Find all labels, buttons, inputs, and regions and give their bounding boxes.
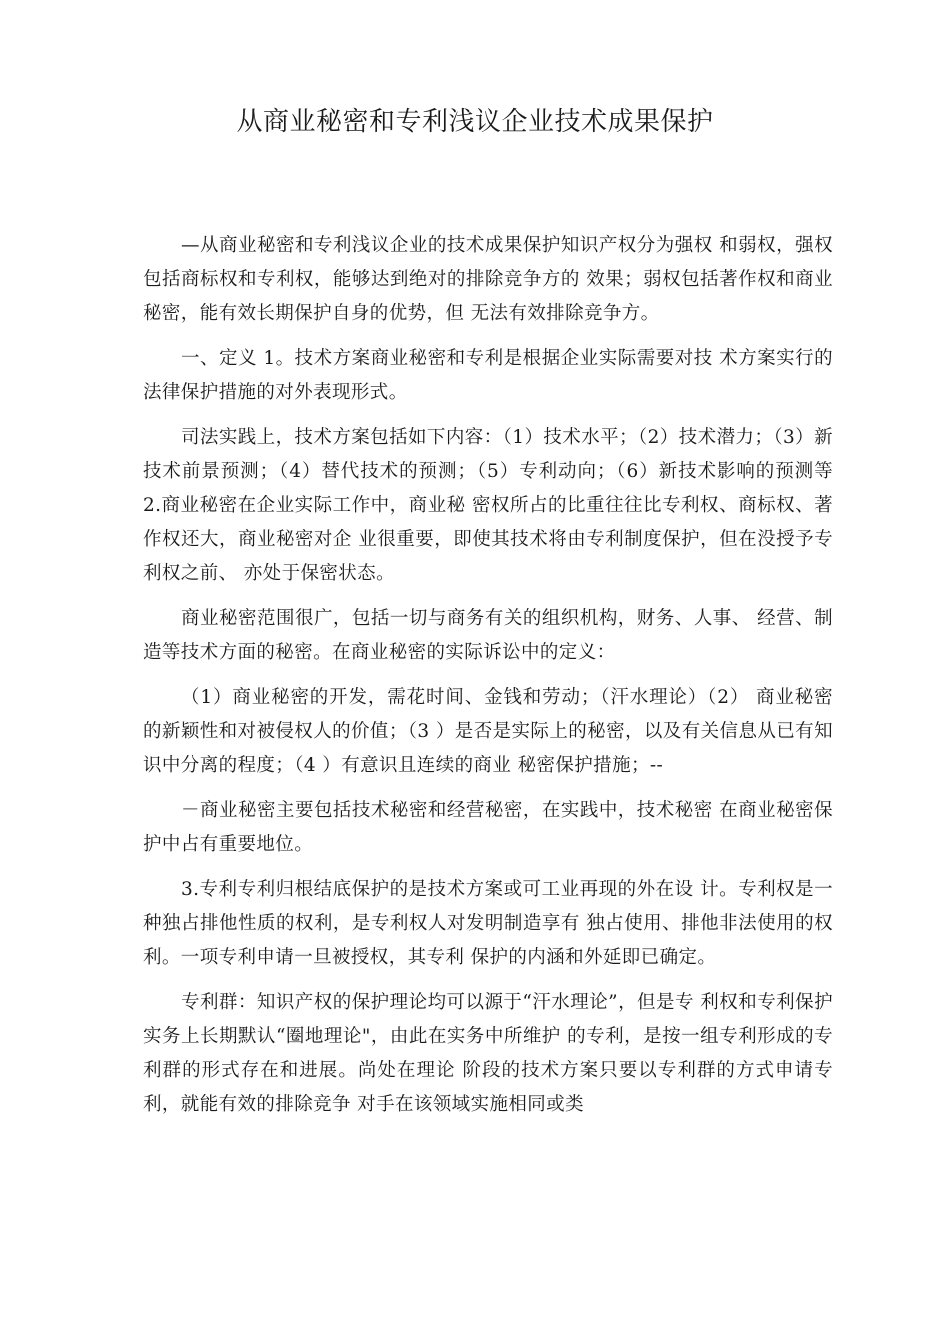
paragraph-patent-group: 专利群：知识产权的保护理论均可以源于“汗水理论”，但是专 利权和专利保护实务上长期默认“圈地理论"，由此在实务中所维护 的专利，是按一组专利形成的专利群的形式存在和进展。尚处在理论 阶段的技术方案只要以专利群的方式申请专利，就能有效的排除竞争 对手在该领域实施相同或类 (143, 992, 833, 1115)
document-body (143, 229, 833, 1133)
paragraph-trade-secret-criteria: （1）商业秘密的开发，需花时间、金钱和劳动；（汗水理论）（2） 商业秘密的新颖性和对被侵权人的价值；（3 ）是否是实际上的秘密，以及有关信息从已有知识中分离的程度；（4 ）有意识且连续的商业 秘密保护措施；-- (143, 687, 833, 776)
paragraph-definition: 一、定义 1。技术方案商业秘密和专利是根据企业实际需要对技 术方案实行的法律保护措施的对外表现形式。 (143, 348, 833, 403)
paragraph-technical-secret: －商业秘密主要包括技术秘密和经营秘密，在实践中，技术秘密 在商业秘密保护中占有重要地位。 (143, 800, 833, 855)
paragraph-judicial-practice: 司法实践上，技术方案包括如下内容：（1）技术水平；（2）技术潜力；（3）新技术前景预测；（4）替代技术的预测；（5）专利动向；（6）新技术影响的预测等 2.商业秘密在企业实际工作中，商业秘 密权所占的比重往往比专利权、商标权、著作权还大，商业秘密对企 业很重要，即使其技术将由专利制度保护，但在没授予专利权之前、 亦处于保密状态。 (143, 427, 833, 584)
document-title: 从商业秘密和专利浅议企业技术成果保护 (236, 107, 714, 137)
paragraph-intro: —从商业秘密和专利浅议企业的技术成果保护知识产权分为强权 和弱权，强权包括商标权和专利权，能够达到绝对的排除竞争方的 效果；弱权包括著作权和商业秘密，能有效长期保护自身的优势，但 无法有效排除竞争方。 (143, 235, 833, 324)
paragraph-trade-secret-scope: 商业秘密范围很广，包括一切与商务有关的组织机构，财务、人事、 经营、制造等技术方面的秘密。在商业秘密的实际诉讼中的定义： (143, 608, 833, 663)
paragraph-patent: 3.专利专利归根结底保护的是技术方案或可工业再现的外在设 计。专利权是一种独占排他性质的权利，是专利权人对发明制造享有 独占使用、排他非法使用的权利。一项专利申请一旦被授权，其专利 保护的内涵和外延即已确定。 (143, 879, 833, 968)
